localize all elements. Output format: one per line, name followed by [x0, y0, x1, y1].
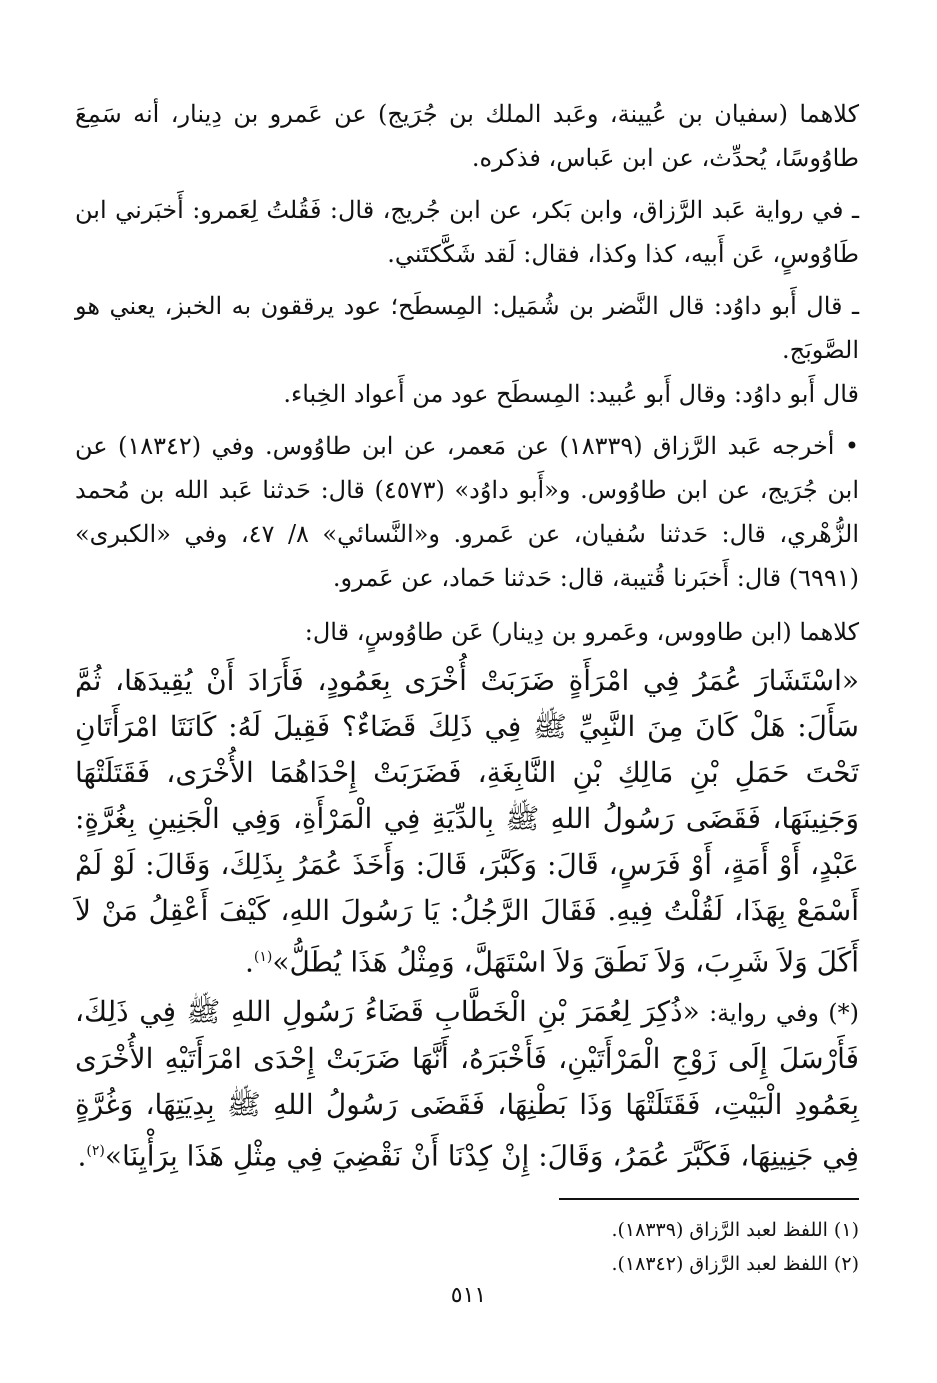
footnote-ref-1: (١) — [253, 949, 273, 965]
paragraph-variant-narration: ـ في رواية عَبد الرَّزاق، وابن بَكر، عن ابن جُريج، قال: فَقُلتُ لِعَمرو: أَخبَرني ابن طَاوُوسٍ، عَن أَبيه، كذا وكذا، فقال: لَقد شَكَّكتَني. — [75, 196, 859, 268]
hadith-2-lead: (*) وفي رواية: — [699, 999, 859, 1028]
page-number: ٥١١ — [450, 1283, 487, 1308]
footnotes — [75, 1213, 859, 1281]
hadith-text-2: (*) وفي رواية: «ذُكِرَ لِعُمَرَ بْنِ الْخَطَّابِ قَضَاءُ رَسُولِ اللهِ ﷺ فِي ذَلِكَ، فَأَرْسَلَ إِلَى زَوْجِ الْمَرْأَتَيْنِ، فَأَخْبَرَهُ، أَنَّهَا ضَرَبَتْ إِحْدَى امْرَأَتَيْهِ الأُخْرَى بِعَمُودِ الْبَيْتِ، فَقَتَلَتْهَا وَذَا بَطْنِهَا، فَقَضَى رَسُولُ اللهِ ﷺ بِدِيَتِهَا، وَغُرَّةٍ فِي جَنِينِهَا، فَكَبَّرَ عُمَرُ، وَقَالَ: إِنْ كِدْنَا أَنْ نَقْضِيَ فِي مِثْلِ هَذَا بِرَأْيِنَا»$^{(٢)}$. — [75, 995, 859, 1173]
hadith-text-1: «اسْتَشَارَ عُمَرُ فِي امْرَأَةٍ ضَرَبَتْ أُخْرَى بِعَمُودٍ، فَأَرَادَ أَنْ يُقِيدَهَا، ثُمَّ سَأَلَ: هَلْ كَانَ مِنَ النَّبِيِّ ﷺ فِي ذَلِكَ قَضَاءٌ؟ فَقِيلَ لَهُ: كَانَتَا امْرَأَتَانِ تَحْتَ حَمَلِ بْنِ مَالِكِ بْنِ النَّابِغَةِ، فَضَرَبَتْ إِحْدَاهُمَا الأُخْرَى، فَقَتَلَتْهَا وَجَنِينَهَا، فَقَضَى رَسُولُ اللهِ ﷺ بِالدِّيَةِ فِي الْمَرْأَةِ، وَفِي الْجَنِينِ بِغُرَّةٍ: عَبْدٍ، أَوْ أَمَةٍ، أَوْ فَرَسٍ، قَالَ: وَكَبَّرَ، قَالَ: وَأَخَذَ عُمَرُ بِذَلِكَ، وَقَالَ: لَوْ لَمْ أَسْمَعْ بِهَذَا، لَقُلْتُ فِيهِ. فَقَالَ الرَّجُلُ: يَا رَسُولَ اللهِ، كَيْفَ أَعْقِلُ مَنْ لاَ أَكَلَ وَلاَ شَرِبَ، وَلاَ نَطَقَ وَلاَ اسْتَهَلَّ، وَمِثْلُ هَذَا يُطَلُّ»$^{(١)}$. — [75, 664, 859, 979]
footnote-divider-wrap — [75, 1198, 859, 1199]
footnote-ref-2: (٢) — [86, 1143, 105, 1160]
hadith-2-body: «ذُكِرَ لِعُمَرَ بْنِ الْخَطَّابِ قَضَاءُ رَسُولِ اللهِ ﷺ فِي ذَلِكَ، فَأَرْسَلَ إِلَى زَوْجِ الْمَرْأَتَيْنِ، فَأَخْبَرَهُ، أَنَّهَا ضَرَبَتْ إِحْدَى امْرَأَتَيْهِ الأُخْرَى بِعَمُودِ الْبَيْتِ، فَقَتَلَتْهَا وَذَا بَطْنِهَا، فَقَضَى رَسُولُ اللهِ ﷺ بِدِيَتِهَا، وَغُرَّةٍ فِي جَنِينِهَا، فَكَبَّرَ عُمَرُ، وَقَالَ: إِنْ كِدْنَا أَنْ نَقْضِيَ فِي مِثْلِ هَذَا بِرَأْيِنَا» — [75, 995, 859, 1173]
footnote-divider — [559, 1198, 859, 1200]
hadith-1-body: «اسْتَشَارَ عُمَرُ فِي امْرَأَةٍ ضَرَبَتْ أُخْرَى بِعَمُودٍ، فَأَرَادَ أَنْ يُقِيدَهَا، ثُمَّ سَأَلَ: هَلْ كَانَ مِنَ النَّبِيِّ ﷺ فِي ذَلِكَ قَضَاءٌ؟ فَقِيلَ لَهُ: كَانَتَا امْرَأَتَانِ تَحْتَ حَمَلِ بْنِ مَالِكِ بْنِ النَّابِغَةِ، فَضَرَبَتْ إِحْدَاهُمَا الأُخْرَى، فَقَتَلَتْهَا وَجَنِينَهَا، فَقَضَى رَسُولُ اللهِ ﷺ بِالدِّيَةِ فِي الْمَرْأَةِ، وَفِي الْجَنِينِ بِغُرَّةٍ: عَبْدٍ، أَوْ أَمَةٍ، أَوْ فَرَسٍ، قَالَ: وَكَبَّرَ، قَالَ: وَأَخَذَ عُمَرُ بِذَلِكَ، وَقَالَ: لَوْ لَمْ أَسْمَعْ بِهَذَا، لَقُلْتُ فِيهِ. فَقَالَ الرَّجُلُ: يَا رَسُولَ اللهِ، كَيْفَ أَعْقِلُ مَنْ لاَ أَكَلَ وَلاَ شَرِبَ، وَلاَ نَطَقَ وَلاَ اسْتَهَلَّ، وَمِثْلُ هَذَا يُطَلُّ» — [75, 664, 859, 979]
footnote-1: (١) اللفظ لعبد الرَّزاق (١٨٣٣٩). — [611, 1218, 859, 1241]
paragraph-abu-ubaid-note: قال أَبو داوُد: وقال أَبو عُبيد: المِسطَح عود من أَعواد الخِباء. — [283, 380, 859, 408]
paragraph-takhrij: • أخرجه عَبد الرَّزاق (١٨٣٣٩) عن مَعمر، عن ابن طاوُوس. وفي (١٨٣٤٢) عن ابن جُرَيج، عن ابن طاوُوس. و«أَبو داوُد» (٤٥٧٣) قال: حَدثنا عَبد الله بن مُحمد الزُّهْري، قال: حَدثنا سُفيان، عن عَمرو. و«النَّسائي» ٨/ ٤٧، وفي «الكبرى» (٦٩٩١) قال: أَخبَرنا قُتيبة، قال: حَدثنا حَماد، عن عَمرو. — [75, 432, 859, 592]
paragraph-chain-2: كلاهما (ابن طاووس، وعَمرو بن دِينار) عَن طاوُوسٍ، قال: — [304, 618, 859, 646]
paragraph-abu-dawud-note: ـ قال أَبو داوُد: قال النَّضر بن شُمَيل: المِسطَح؛ عود يرققون به الخبز، يعني هو الصَّوبَج. — [75, 292, 859, 364]
paragraph-chain: كلاهما (سفيان بن عُيينة، وعَبد الملك بن جُرَيج) عن عَمرو بن دِينار، أنه سَمِعَ طاوُوسًا، يُحدِّث، عن ابن عَباس، فذكره. — [75, 100, 859, 172]
footnote-2: (٢) اللفظ لعبد الرَّزاق (١٨٣٤٢). — [611, 1252, 859, 1275]
